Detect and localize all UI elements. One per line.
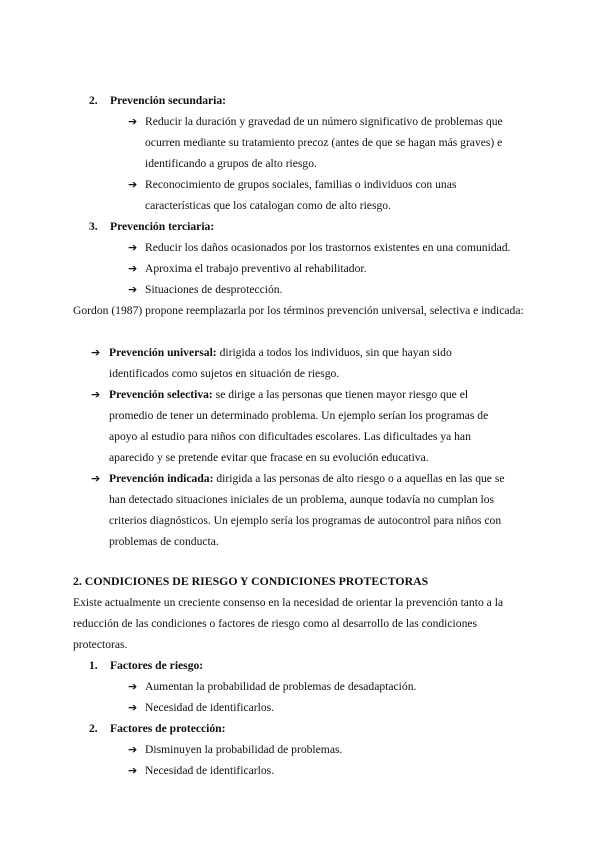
arrow-bullet-icon: ➔ xyxy=(91,346,101,359)
arrow-bullet-icon: ➔ xyxy=(128,680,138,693)
term-selective: Prevención selectiva: xyxy=(109,388,213,401)
list-item: Reconocimiento de grupos sociales, familias o individuos con unas características que los catalogan como de alto riesgo. xyxy=(145,178,457,212)
arrow-bullet-icon: ➔ xyxy=(128,283,138,296)
term-universal: Prevención universal: xyxy=(109,346,217,359)
term-description: se dirige a las personas que tienen mayor riesgo que el promedio de tener un determinado problema. Un ejemplo serían los programas de apoyo al estudio para niños con dificultades escolares. Las dificultades ya han aparecido y se pretende evitar que fracase en su evolución educativa. xyxy=(109,388,489,464)
arrow-bullet-icon: ➔ xyxy=(128,764,138,777)
list-item: Aumentan la probabilidad de problemas de desadaptación. xyxy=(145,680,417,693)
list-item-indicated xyxy=(109,468,521,552)
heading-protection-factors: Factores de protección: xyxy=(110,722,226,735)
heading-tertiary-prevention: Prevención terciaria: xyxy=(110,220,215,233)
list-item-selective xyxy=(109,384,509,468)
list-number: 3. xyxy=(89,220,98,233)
term-indicated: Prevención indicada: xyxy=(109,472,214,485)
list-number: 2. xyxy=(89,94,98,107)
section-title: 2. CONDICIONES DE RIESGO Y CONDICIONES PROTECTORAS xyxy=(73,574,429,588)
gordon-paragraph: Gordon (1987) propone reemplazarla por los términos prevención universal, selectiva e indicada: xyxy=(73,304,524,317)
arrow-bullet-icon: ➔ xyxy=(128,701,138,714)
list-item: Necesidad de identificarlos. xyxy=(145,701,275,714)
list-item: Reducir la duración y gravedad de un número significativo de problemas que ocurren mediante su tratamiento precoz (antes de que se hagan más graves) e identificando a grupos de alto riesgo. xyxy=(145,115,503,170)
heading-secondary-prevention: Prevención secundaria: xyxy=(110,94,227,107)
list-item-universal xyxy=(109,342,489,384)
arrow-bullet-icon: ➔ xyxy=(128,178,138,191)
list-item: Necesidad de identificarlos. xyxy=(145,764,275,777)
list-item: Disminuyen la probabilidad de problemas. xyxy=(145,743,343,756)
arrow-bullet-icon: ➔ xyxy=(128,262,138,275)
heading-risk-factors: Factores de riesgo: xyxy=(110,659,204,672)
list-item: Reducir los daños ocasionados por los trastornos existentes en una comunidad. xyxy=(145,241,511,254)
arrow-bullet-icon: ➔ xyxy=(128,743,138,756)
list-number: 1. xyxy=(89,659,98,672)
arrow-bullet-icon: ➔ xyxy=(128,241,138,254)
term-description: dirigida a las personas de alto riesgo o a aquellas en las que se han detectado situaciones iniciales de un problema, aunque todavía no cumplan los criterios diagnósticos. Un ejemplo sería los programas de autocontrol para niños con problemas de conducta. xyxy=(109,472,505,548)
list-item: Aproxima el trabajo preventivo al rehabilitador. xyxy=(145,262,367,275)
list-item: Situaciones de desprotección. xyxy=(145,283,283,296)
term-description: dirigida a todos los individuos, sin que hayan sido identificados como sujetos en situación de riesgo. xyxy=(109,346,452,380)
list-number: 2. xyxy=(89,722,98,735)
arrow-bullet-icon: ➔ xyxy=(128,115,138,128)
arrow-bullet-icon: ➔ xyxy=(91,388,101,401)
section-intro-paragraph: Existe actualmente un creciente consenso en la necesidad de orientar la prevención tanto a la reducción de las condiciones o factores de riesgo como al desarrollo de las condiciones protectoras. xyxy=(73,596,504,651)
arrow-bullet-icon: ➔ xyxy=(91,472,101,485)
